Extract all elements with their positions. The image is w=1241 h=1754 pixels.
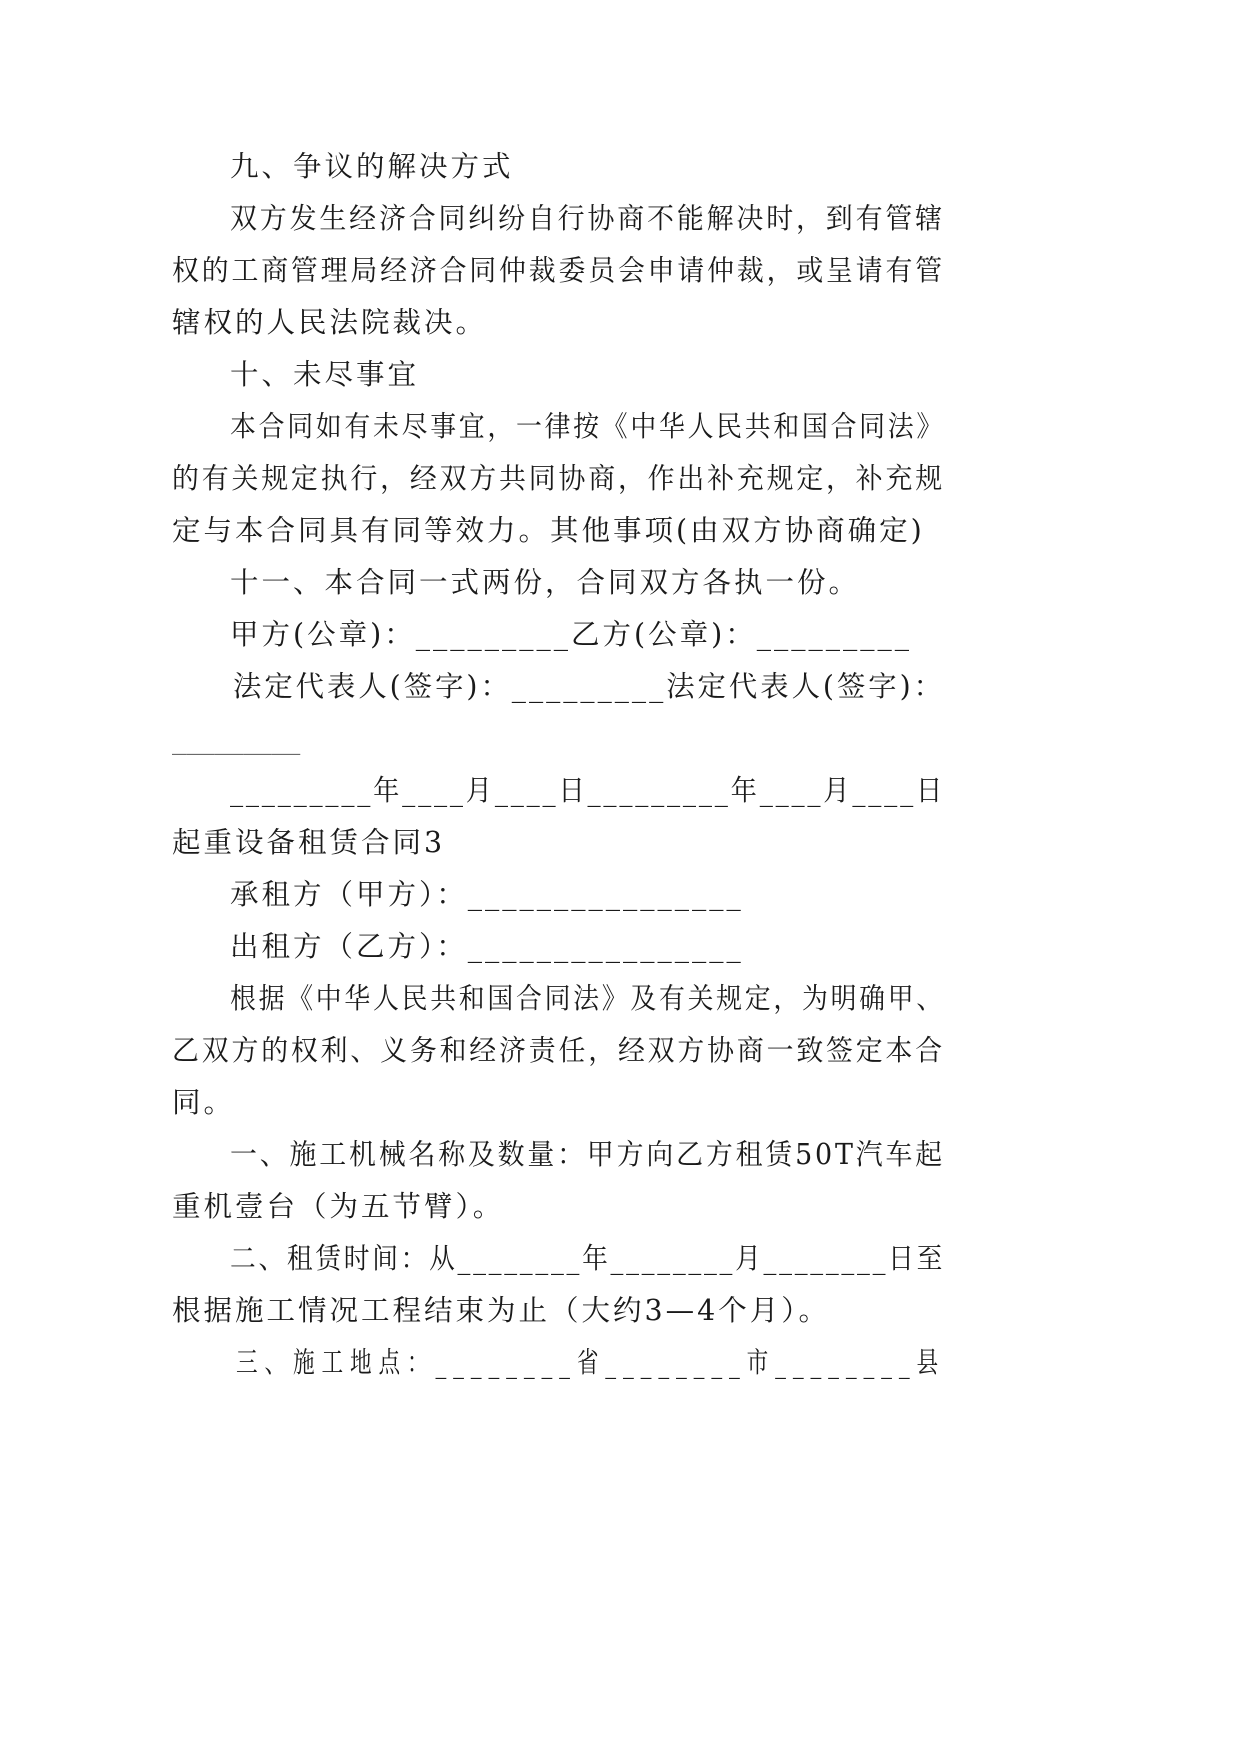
section-heading: 十、未尽事宜 bbox=[230, 358, 420, 391]
paragraph-line: 一、施工机械名称及数量：甲方向乙方租赁50T汽车起 bbox=[230, 1138, 946, 1171]
paragraph-line: 根据《中华人民共和国合同法》及有关规定，为明确甲、 bbox=[230, 982, 945, 1015]
paragraph-line: 定与本合同具有同等效力。其他事项(由双方协商确定) bbox=[172, 514, 925, 547]
signature-seal-line: 甲方(公章)：_________乙方(公章)：_________ bbox=[230, 618, 912, 651]
paragraph-line: 根据施工情况工程结束为止（大约3—4个月）。 bbox=[172, 1294, 831, 1327]
paragraph-line: 权的工商管理局经济合同仲裁委员会申请仲裁，或呈请有管 bbox=[172, 254, 945, 287]
paragraph-line: 重机壹台（为五节臂）。 bbox=[172, 1190, 505, 1223]
rental-period-line: 二、租赁时间：从________年________月________日至 bbox=[230, 1242, 946, 1275]
paragraph-line: 辖权的人民法院裁决。 bbox=[172, 306, 488, 339]
section-heading: 九、争议的解决方式 bbox=[230, 150, 514, 183]
lessor-field: 出租方（乙方）：________________ bbox=[230, 930, 744, 963]
signature-representative-line: 法定代表人(签字)：_________法定代表人(签字)： bbox=[233, 670, 946, 703]
paragraph-line: 乙双方的权利、义务和经济责任，经双方协商一致签定本合 bbox=[172, 1034, 945, 1067]
paragraph-line: 十一、本合同一式两份，合同双方各执一份。 bbox=[230, 566, 861, 599]
paragraph-line: 双方发生经济合同纠纷自行协商不能解决时，到有管辖 bbox=[230, 202, 945, 235]
lessee-field: 承租方（甲方）：________________ bbox=[230, 878, 744, 911]
date-line: _________年____月____日_________年____月____日 bbox=[230, 774, 946, 807]
signature-blank: _________ bbox=[172, 722, 301, 755]
contract-title: 起重设备租赁合同3 bbox=[172, 826, 446, 859]
paragraph-line: 同。 bbox=[172, 1086, 236, 1119]
construction-site-line: 三、施工地点：________省________市________县 bbox=[236, 1346, 945, 1379]
paragraph-line: 本合同如有未尽事宜，一律按《中华人民共和国合同法》 bbox=[230, 410, 945, 443]
paragraph-line: 的有关规定执行，经双方共同协商，作出补充规定，补充规 bbox=[172, 462, 945, 495]
